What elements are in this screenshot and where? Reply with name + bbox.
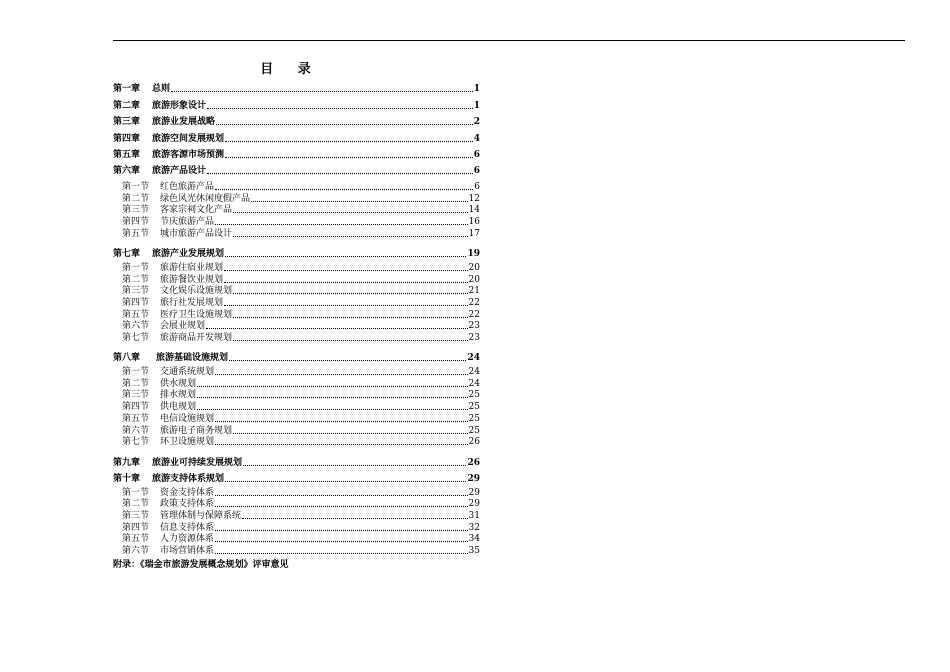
chapter-title: 旅游基础设施规划 xyxy=(156,353,229,364)
dot-leader xyxy=(224,282,468,283)
dot-leader xyxy=(216,124,473,125)
section-title: 旅游商品开发规划 xyxy=(160,332,233,343)
dot-leader xyxy=(225,157,473,158)
toc-section-entry[interactable] xyxy=(113,522,480,534)
dot-leader xyxy=(215,189,473,190)
section-number: 第六节 xyxy=(122,321,150,332)
section-title: 城市旅游产品设计 xyxy=(160,228,233,239)
page-number: 29 xyxy=(468,487,480,498)
dot-leader xyxy=(207,108,473,109)
toc-chapter-entry[interactable] xyxy=(113,244,480,260)
section-title: 人力资源体系 xyxy=(160,534,215,545)
dot-leader xyxy=(197,386,468,387)
toc-section-entry[interactable] xyxy=(113,366,480,378)
section-number: 第四节 xyxy=(122,217,150,228)
page-number: 29 xyxy=(468,499,480,510)
chapter-number: 第五章 xyxy=(113,149,141,160)
chapter-number: 第八章 xyxy=(113,353,141,364)
page-number: 35 xyxy=(468,546,480,557)
dot-leader xyxy=(215,553,468,554)
chapter-title: 旅游空间发展规划 xyxy=(152,133,225,144)
page-number: 23 xyxy=(468,332,480,343)
dot-leader xyxy=(229,360,466,361)
dot-leader xyxy=(215,495,468,496)
toc-section-entry[interactable] xyxy=(113,321,480,333)
section-number: 第六节 xyxy=(122,546,150,557)
page-number: 6 xyxy=(473,166,480,177)
section-number: 第三节 xyxy=(122,511,150,522)
page-number: 25 xyxy=(468,402,480,413)
chapter-number: 第四章 xyxy=(113,133,141,144)
toc-section-entry[interactable] xyxy=(113,390,480,402)
section-number: 第三节 xyxy=(122,205,150,216)
section-number: 第一节 xyxy=(122,487,150,498)
toc-chapter-entry[interactable] xyxy=(113,348,480,364)
page-number: 22 xyxy=(468,309,480,320)
section-title: 供电规划 xyxy=(160,402,197,413)
page-number: 16 xyxy=(468,217,480,228)
section-title: 会展业规划 xyxy=(160,321,206,332)
page-number: 31 xyxy=(468,511,480,522)
section-title: 交通系统规划 xyxy=(160,367,215,378)
dot-leader xyxy=(242,518,468,519)
page-number: 25 xyxy=(468,425,480,436)
dot-leader xyxy=(233,317,468,318)
toc-section-entry[interactable] xyxy=(113,332,480,344)
chapter-title: 旅游支持体系规划 xyxy=(152,473,225,484)
section-number: 第三节 xyxy=(122,286,150,297)
dot-leader xyxy=(224,270,468,271)
dot-leader xyxy=(215,374,468,375)
section-number: 第四节 xyxy=(122,522,150,533)
page-number: 20 xyxy=(468,274,480,285)
dot-leader xyxy=(215,421,468,422)
dot-leader xyxy=(215,224,468,225)
page-number: 23 xyxy=(468,321,480,332)
toc-chapter-entry[interactable] xyxy=(113,145,480,161)
section-number: 第二节 xyxy=(122,378,150,389)
section-title: 医疗卫生设施规划 xyxy=(160,309,233,320)
toc-section-entry[interactable] xyxy=(113,499,480,511)
dot-leader xyxy=(197,397,468,398)
toc-section-entry[interactable] xyxy=(113,205,480,217)
section-number: 第五节 xyxy=(122,413,150,424)
dot-leader xyxy=(215,506,468,507)
dot-leader xyxy=(171,91,473,92)
toc-chapter-entry[interactable] xyxy=(113,469,480,485)
toc-section-entry[interactable] xyxy=(113,274,480,286)
page-number: 1 xyxy=(473,84,480,95)
dot-leader xyxy=(233,433,468,434)
toc-section-entry[interactable] xyxy=(113,413,480,425)
page-number: 6 xyxy=(473,149,480,160)
dot-leader xyxy=(243,465,466,466)
toc-section-entry[interactable] xyxy=(113,401,480,413)
dot-leader xyxy=(225,256,466,257)
page-number: 14 xyxy=(468,205,480,216)
chapter-number: 第六章 xyxy=(113,166,141,177)
section-number: 第七节 xyxy=(122,332,150,343)
section-title: 供水规划 xyxy=(160,378,197,389)
page-number: 19 xyxy=(467,249,480,260)
section-number: 第二节 xyxy=(122,274,150,285)
toc-section-entry[interactable] xyxy=(113,437,480,449)
section-title: 管理体制与保障系统 xyxy=(160,511,242,522)
toc-chapter-entry[interactable] xyxy=(113,161,480,177)
toc-section-entry[interactable] xyxy=(113,378,480,390)
dot-leader xyxy=(233,340,468,341)
section-number: 第五节 xyxy=(122,309,150,320)
page-number: 24 xyxy=(468,367,480,378)
chapter-number: 第十章 xyxy=(113,473,141,484)
section-title: 旅游电子商务规划 xyxy=(160,425,233,436)
table-of-contents xyxy=(113,62,480,573)
dot-leader xyxy=(224,305,468,306)
toc-section-entry[interactable] xyxy=(113,309,480,321)
page-number: 26 xyxy=(468,437,480,448)
section-number: 第三节 xyxy=(122,390,150,401)
chapter-number: 第九章 xyxy=(113,457,141,468)
toc-chapter-entry[interactable] xyxy=(113,112,480,128)
section-title: 排水规划 xyxy=(160,390,197,401)
page-number: 17 xyxy=(468,228,480,239)
section-number: 第四节 xyxy=(122,402,150,413)
chapter-title: 旅游客源市场预测 xyxy=(152,149,225,160)
section-title: 客家宗祠文化产品 xyxy=(160,205,233,216)
toc-section-entry[interactable] xyxy=(113,262,480,274)
section-title: 资金支持体系 xyxy=(160,487,215,498)
section-title: 政策支持体系 xyxy=(160,499,215,510)
dot-leader xyxy=(215,444,468,445)
chapter-title: 旅游业发展战略 xyxy=(152,117,216,128)
dot-leader xyxy=(197,409,468,410)
dot-leader xyxy=(233,236,468,237)
page-number: 29 xyxy=(467,473,480,484)
chapter-title: 旅游产业发展规划 xyxy=(152,249,225,260)
page-number: 25 xyxy=(468,413,480,424)
dot-leader xyxy=(225,141,473,142)
page-number: 6 xyxy=(474,182,480,193)
chapter-number: 第二章 xyxy=(113,100,141,111)
section-title: 红色旅游产品 xyxy=(160,182,215,193)
page-number: 24 xyxy=(468,378,480,389)
dot-leader xyxy=(215,541,468,542)
section-title: 信息支持体系 xyxy=(160,522,215,533)
section-number: 第六节 xyxy=(122,425,150,436)
toc-section-entry[interactable] xyxy=(113,228,480,240)
page-number: 26 xyxy=(467,457,480,468)
toc-section-entry[interactable] xyxy=(113,545,480,557)
page-number: 20 xyxy=(468,262,480,273)
page-number: 24 xyxy=(467,353,480,364)
section-number: 第五节 xyxy=(122,228,150,239)
page-number: 1 xyxy=(473,100,480,111)
header-rule xyxy=(113,40,905,41)
chapter-title: 总则 xyxy=(152,84,171,95)
page-number: 21 xyxy=(468,286,480,297)
chapter-number: 第三章 xyxy=(113,117,141,128)
section-number: 第一节 xyxy=(122,262,150,273)
dot-leader xyxy=(207,173,473,174)
section-number: 第七节 xyxy=(122,437,150,448)
chapter-title: 旅游产品设计 xyxy=(152,166,207,177)
section-number: 第二节 xyxy=(122,499,150,510)
toc-section-entry[interactable] xyxy=(113,216,480,228)
section-title: 节庆旅游产品 xyxy=(160,217,215,228)
toc-section-entry[interactable] xyxy=(113,534,480,546)
toc-chapter-entry[interactable] xyxy=(113,79,480,95)
toc-section-entry[interactable] xyxy=(113,286,480,298)
section-title: 旅游餐饮业规划 xyxy=(160,274,224,285)
section-title: 电信设施规划 xyxy=(160,413,215,424)
dot-leader xyxy=(215,530,468,531)
section-title: 旅行社发展规划 xyxy=(160,297,224,308)
toc-section-entry[interactable] xyxy=(113,193,480,205)
appendix-entry[interactable]: 附录：《瑞金市旅游发展概念规划》评审意见 xyxy=(113,560,289,571)
section-title: 环卫设施规划 xyxy=(160,437,215,448)
page-number: 4 xyxy=(473,133,480,144)
section-number: 第二节 xyxy=(122,193,150,204)
section-number: 第五节 xyxy=(122,534,150,545)
section-number: 第一节 xyxy=(122,367,150,378)
section-title: 文化娱乐设施规划 xyxy=(160,286,233,297)
toc-section-entry[interactable] xyxy=(113,181,480,193)
section-number: 第四节 xyxy=(122,297,150,308)
page-number: 32 xyxy=(468,522,480,533)
toc-chapter-entry[interactable] xyxy=(113,128,480,144)
page-number: 22 xyxy=(468,297,480,308)
toc-section-entry[interactable] xyxy=(113,487,480,499)
chapter-title: 旅游业可持续发展规划 xyxy=(152,457,243,468)
dot-leader xyxy=(225,481,466,482)
toc-section-entry[interactable] xyxy=(113,425,480,437)
chapter-number: 第一章 xyxy=(113,84,141,95)
dot-leader xyxy=(233,212,468,213)
dot-leader xyxy=(233,293,468,294)
section-number: 第一节 xyxy=(122,182,150,193)
page-number: 2 xyxy=(473,117,480,128)
chapter-number: 第七章 xyxy=(113,249,141,260)
section-title: 绿色风光休闲度假产品 xyxy=(160,193,251,204)
section-title: 市场营销体系 xyxy=(160,546,215,557)
page-number: 25 xyxy=(468,390,480,401)
page-number: 34 xyxy=(468,534,480,545)
toc-chapter-entry[interactable] xyxy=(113,452,480,468)
section-title: 旅游住宿业规划 xyxy=(160,262,224,273)
chapter-title: 旅游形象设计 xyxy=(152,100,207,111)
toc-section-entry[interactable] xyxy=(113,297,480,309)
toc-chapter-entry[interactable] xyxy=(113,95,480,111)
dot-leader xyxy=(251,201,468,202)
toc-section-entry[interactable] xyxy=(113,510,480,522)
dot-leader xyxy=(206,328,468,329)
toc-title: 目 录 xyxy=(260,62,321,77)
page-number: 12 xyxy=(468,193,480,204)
